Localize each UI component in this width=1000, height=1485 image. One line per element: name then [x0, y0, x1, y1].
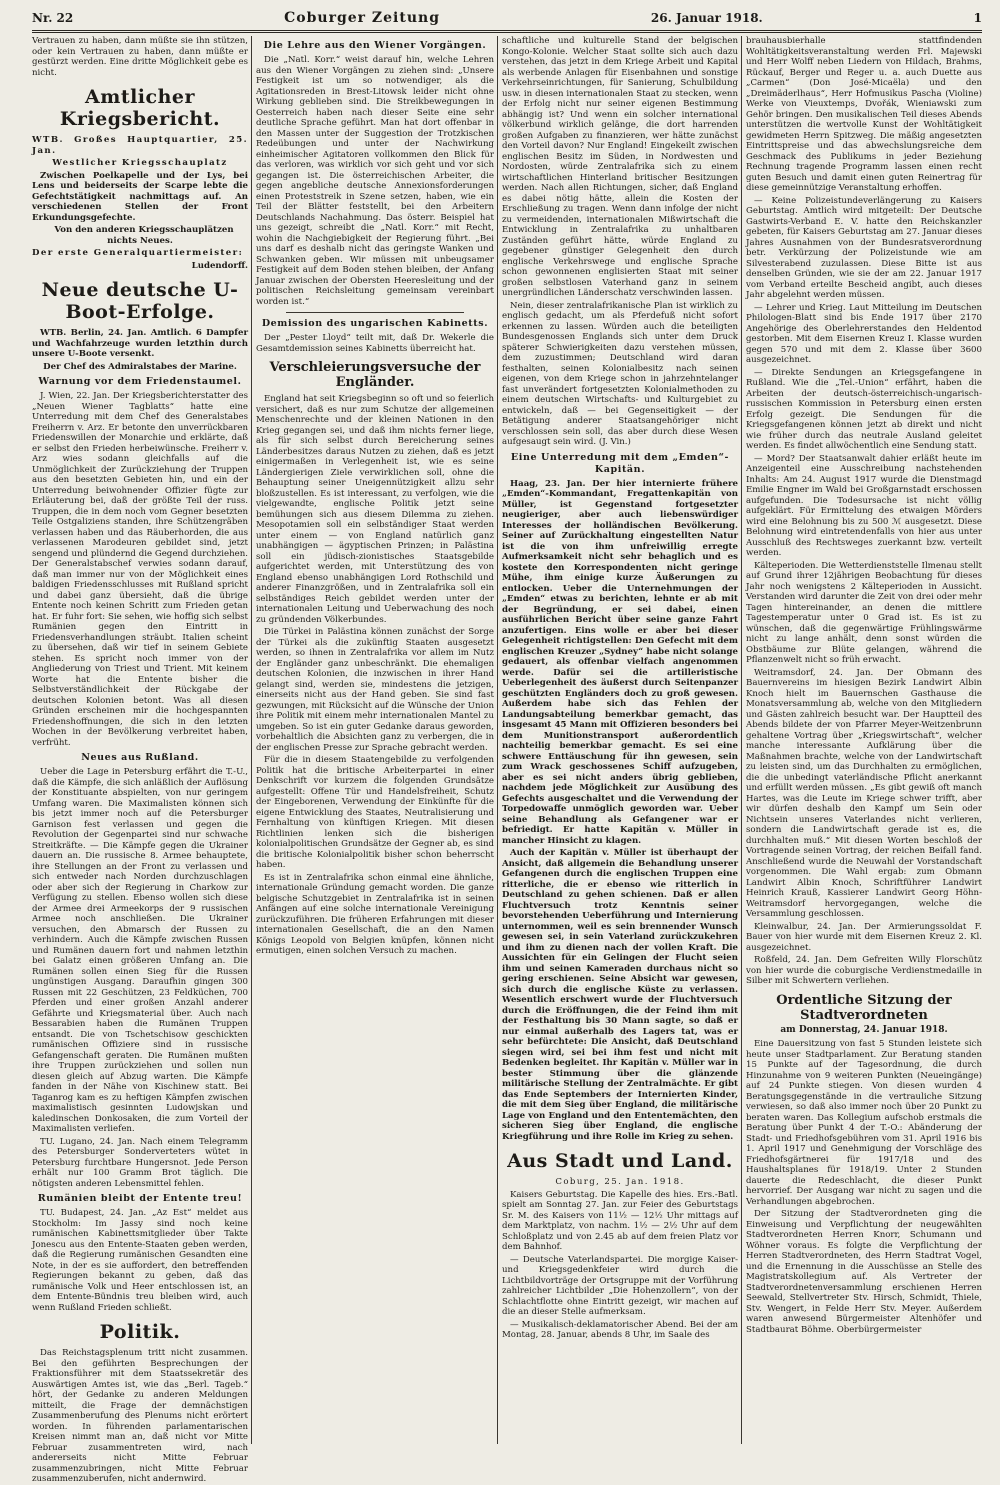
column-4 [746, 36, 982, 1444]
separator [286, 312, 464, 313]
stadt-headline: Aus Stadt und Land. [507, 1150, 733, 1172]
demission-text: Der „Pester Lloyd“ teilt mit, daß Dr. Wekerle die Gesamtdemission seines Kabinetts überreicht hat. [256, 333, 494, 354]
lehrer-text: — Lehrer und Krieg. Laut Mitteilung im Deutschen Philologen-Blatt sind bis Ende 1917 über 2170 Angehörige des Oberlehrerstandes den Heldentod gestorben. Mit dem Eisernen Kreuz I. Klasse wurden gegen 570 und mit dem 2. Klasse über 3600 ausgezeichnet. [746, 302, 982, 365]
column-rule [251, 36, 252, 1444]
kaelte-text: Kälteperioden. Die Wetterdienststelle Ilmenau stellt auf Grund ihrer 12jährigen Beobachtung für dieses Jahr noch wenigstens 2 Kälteperioden in Aussicht. Verstanden wird darunter die Zeit von drei oder mehr Tagen hintereinander, an denen die mittlere Tagestemperatur unter 0 Grad ist. Es ist zu wünschen, daß die gegenwärtige Frühlingswärme nicht zu lange anhält, denn sonst würden die Obstbäume zur Blüte gelangen, während die Pflanzenwelt nicht so früh erwacht. [746, 560, 982, 665]
column-3 [502, 36, 738, 1444]
demission-headline: Demission des ungarischen Kabinetts. [261, 318, 489, 329]
warnung-text: J. Wien, 22. Jan. Der Kriegsberichterstatter des „Neuen Wiener Tagblatts“ hatte eine Unterredung mit dem Chef des Generalstabes Freiherrn v. Arz. Er betonte den unverrückbaren Friedenswillen der Monarchie und erklärte, daß er selbst den Frieden herbeiwünsche. Freiherr v. Arz wies sodann gleichfalls auf die Unmöglichkeit der Zurückziehung der Truppen aus den besetzten Gebieten hin, und ein der Unterredung beiwohnender Offizier fügte zur Erläuterung bei, daß der größte Teil der russ. Truppen, die in dem noch vom Gegner besetzten Teile Ostgaliziens standen, ihre Schützengräben verlassen haben und das Räuberhorden, die aus verlassenen Marodeuren gebildet sind, jetzt sengend und plündernd die Gegend durchziehen. Der Generalstabschef verwies sodann darauf, daß man immer nur von der Möglichkeit eines baldigen Friedensschlusses mit Rußland spricht und dabei ganz übersieht, daß die übrige Entente noch keinen Schritt zum Frieden getan hat. Er fuhr fort: Sie sehen, wie hoffig sich selbst Rumänien gegen den Eintritt in Friedensverhandlungen sträubt. Italien scheint zu übersehen, daß wir tief in seinem Gebiete stehen. Es spricht noch immer von der Angliederung von Triest und Trient. Mit keinem Worte hat die Entente bisher die Selbstverständlichkeit der Rückgabe der deutschen Kolonien betont. Was all diesen Gründen erscheinen mir die hochgespannten Friedenshoffnungen, die sich in den letzten Wochen in der Bevölkerung verbreitet haben, verfrüht. [32, 391, 248, 748]
stadt-text-3: — Musikalisch-deklamatorischer Abend. Bei der am Montag, 28. Januar, abends 8 Uhr, im Saale des [502, 1319, 738, 1340]
kriegsbericht-theater: Westlicher Kriegsschauplatz [52, 158, 228, 168]
polizeistunde-text: — Keine Polizeistundeverlängerung zu Kaisers Geburtstag. Amtlich wird mitgeteilt: Der Deutsche Gastwirts-Verband E. V. hatte den Reichskanzler gebeten, für Kaisers Geburtstag am 27. Januar dieses Jahres Ausnahmen von der Bundesratsverordnung betr. Verkürzung der Polizeistunde wie am Silvesterabend zuzulassen. Diese Bitte ist aus denselben Gründen, wie sie der am 22. Januar 1917 vom Verband erteilte Bescheid angibt, auch dieses Jahr abgelehnt werden müssen. [746, 195, 982, 300]
kriegsbericht-signoff-role: Der erste Generalquartiermeister: [32, 248, 244, 258]
wien-text: Die „Natl. Korr.“ weist darauf hin, welche Lehren aus den Wiener Vorgängen zu ziehen sind: „Unsere Festigkeit ist um so notwendiger, als die Agitationsreden in Brest-Litowsk leider nicht ohne Wirkung geblieben sind. Die Streikbewegungen in Oesterreich haben nach dieser Seite eine sehr deutliche Sprache geführt. Man hat dort offenbar in den Massen unter der Suggestion der Trotzkischen Redeübungen und unter der Nachwirkung einheimischer Agitatoren vollkommen den Blick für das verloren, was wirklich vor sich geht und vor sich gegangen ist. Die österreichischen Arbeiter, die gegen angebliche deutsche Annexionsforderungen einen Proteststreik in Szene setzen, haben, wie ein Teil der Blätter feststellt, bei den Arbeitern Deutschlands Nachahmung. Das österr. Beispiel hat uns gezeigt, schreibt die „Natl. Korr.“ mit Recht, wohin die Nachgiebigkeit der Regierung führt. „Bei uns darf es deshalb nicht das geringste Wanken und Schwanken geben. Wir müssen mit unbeugsamer Festigkeit auf dem Boden stehen bleiben, der Anfang Januar zwischen der Obersten Heeresleitung und der politischen Reichsleitung gemeinsam vereinbart worden ist.“ [256, 55, 494, 307]
intro-text: Vertrauen zu haben, dann müßte sie ihn stützen, oder kein Vertrauen zu haben, dann müßte er gestürzt werden. Eine dritte Möglichkeit gebe es nicht. [32, 36, 248, 78]
stadtverordnete-text-2: Der Sitzung der Stadtverordneten ging die Einweisung und Verpflichtung der neugewählten Stadtverordneten Herren Knorr, Schumann und Wöhner voraus. Es folgte die Verpflichtung der Herren Stadtverordneten, des Herrn Stadtrat Vogel, und die Ernennung in die Ausschüsse an Stelle des Magistratskollegium auf. Als Vertreter der Stadtverordnetenversammlung erschienen Herren Seewald, Stellvertreter Stv. Hirsch, Schmidt, Thiele, Stv. Wengert, in Felde Herr Stv. Meyer. Außerdem waren anwesend Bürgermeister Altenhöfer und Stadtbaurat Böhme. Oberbürgermeister [746, 1209, 982, 1335]
stadtverordnete-subheadline: am Donnerstag, 24. Januar 1918. [780, 1024, 948, 1035]
uboot-headline: Neue deutsche U-Boot-Erfolge. [41, 279, 239, 323]
kongo-text-2: Nein, dieser zentralafrikanische Plan ist wirklich zu englisch gedacht, um als Pferdefuß nicht sofort erkennen zu lassen. Würden auch die beteiligten Bundesgenossen Englands sich unter dem Druck späterer Schwierigkeiten dazu verstehen müssen, dem zuzustimmen; Deutschland wird daran festhalten, seinen Kolonialbesitz nach seinen eigenen, von dem Kriege schon in jahrzehntelanger fast unverändert fortgesetzten Kolonialmethoden zu einem deutschen Wirtschafts- und Kulturgebiet zu entwickeln, daß — bei Gegenseitigkeit — der Betätigung anderer Staatsangehöriger nicht verschlossen sein soll, das aber durch diese Wesen aufgesaugt sein wird. (J. Vin.) [502, 300, 738, 447]
rumaenien-text: TU. Budapest, 24. Jan. „Az Est“ meldet aus Stockholm: Im Jassy sind noch keine rumänischen Kabinettsmitglieder über Takte Jonescu aus den Entente-Staaten geben werden, daß die Regierung rumänischen Gesandten eine Note, in der es sie auffordert, den betreffenden Regierungen bekannt zu geben, daß das rumänische Volk und Heer entschlossen ist, an dem Entente-Bündnis treu bleiben wird, auch wenn Rußland Frieden schließt. [32, 1208, 248, 1313]
stadt-dateline: Coburg, 25. Jan. 1918. [555, 1177, 685, 1187]
stadt-text-2: — Deutsche Vaterlandspartei. Die morgige Kaiser- und Kriegsgedenkfeier wird durch die Lichtbildvorträge der Ortsgruppe mit der Vorführung zahlreicher Lichtbilder „Die Hohenzollern“, von der Schlachtflotte ohne Eintritt gezeigt, wir machen auf die an dieser Stelle aufmerksam. [502, 1254, 738, 1317]
masthead [32, 6, 982, 33]
verschleierung-text-4: Es ist in Zentralafrika schon einmal eine ähnliche, internationale Gründung gemacht worden. Die ganze belgische Schutzgebiet in Zentralafrika ist in seinen Anfängen auf eine solche internationale Vereinigung zurückzuführen. Die früheren Erfahrungen mit dieser internationalen Gesellschaft, die an den Namen Königs Leopold von Belgien knüpfen, können nicht ermutigen, einen solchen Versuch zu machen. [256, 872, 494, 956]
column-1 [32, 36, 248, 1484]
sendungen-text: — Direkte Sendungen an Kriegsgefangene in Rußland. Wie die „Tel.-Union“ erfährt, haben die Arbeiten der deutsch-österreichisch-ungarisch-russischen Kommission in Petersburg einen ersten Erfolg gezeigt. Die Sendungen für die Kriegsgefangenen können jetzt ab direkt und nicht wie früher durch das neutrale Ausland geleitet werden. Es findet allwöchentlich eine Sendung statt. [746, 367, 982, 451]
emden-text-2: Auch der Kapitän v. Müller ist überhaupt der Ansicht, daß allgemein die Behandlung unserer Gefangenen durch die englischen Truppen eine ritterliche, die er ebenso wie ritterlich in Deutschland zu gehen schienen. Daß er allen Fluchtversuch trotz Kenntnis seiner bevorstehenden Ueberführung und Internierung unternommen, weil es sein brennender Wunsch gewesen sei, in sein Vaterland zurückzukehren und ihm zu dienen nach der vollen Kraft. Die Aussichten für ein Gelingen der Flucht seien ihm und seinen Kameraden durchaus nicht so gering erschienen. Seine Absicht war gewesen, sich durch die englische Küste zu verlassen. Wesentlich erschwert wurde der Fluchtversuch durch die Eröffnungen, die der Feind ihm mit der Festhaltung bis 30 Mann sagte, so daß er nur einmal außerhalb des Lagers tat, was er sehr befürchtete: Die Ansicht, daß Deutschland siegen wird, sei bei ihm fest und nicht mit Bedenken begleitet. Ihr Kapitän v. Müller war in bester Stimmung über die glänzende militärische Stellung der Zentralmächte. Er gibt das Ende Septembers der Internierten Kinder, die mit dem Sieg über England, die militärische Lage von England und den Ententemächten, den sicheren Sieg über England, die englische Kriegführung und ihre Rolle im Krieg zu sehen. [502, 848, 738, 1142]
wien-headline: Die Lehre aus den Wiener Vorgängen. [263, 40, 487, 51]
wohltaetigkeit-text: brauhausbierhalle stattfindenden Wohltätigkeitsveranstaltung werden Frl. Majewski und Herr Wolff neben Liedern von Hildach, Brahms, Rückauf, Berger und Reger u. a. auch Duette aus „Carmen“ (Don José-Micaëla) und den „Dreimäderlhaus“, Herr Hofmusikus Pascha (Violine) Werke von Vieuxtemps, Dvořák, Wieniawski zum Gehör bringen. Den musikalischen Teil dieses Abends unterstützen die wertvolle Kunst der Wohltätigkeit gewidmeten Herrn Spitzweg. Die mäßig angesetzten Eintrittspreise und das abwechslungsreiche dem Geschmack des Publikums in jeder Beziehung Rechnung tragende Programm lassen einen recht guten Besuch und damit einen guten Reinertrag für diese gemeinnützige Veranstaltung erhoffen. [746, 36, 982, 193]
warnung-headline: Warnung vor dem Friedenstaumel. [38, 376, 242, 387]
emden-text-1: Haag, 23. Jan. Der hier internierte frühere „Emden“-Kommandant, Fregattenkapitän von Müller, ist Gegenstand fortgesetzter neugieriger, aber auch liebenswürdiger Interesses der holländischen Bevölkerung. Seiner auf Zurückhaltung eingestellten Natur ist die von ihm unfreiwillig erregte Aufmerksamkeit nicht sehr behaglich und es kostete den Korrespondenten nicht geringe Mühe, ihm einige kurze Äußerungen zu entlocken. Ueber die Unternehmungen der „Emden“ etwas zu berichten, lehnte er ab mit der Begründung, er sei dabei, einen ausführlichen Bericht über seine ganze Fahrt anzufertigen. Eins wolle er aber bei dieser Gelegenheit richtigstellen: Den Gefecht mit dem englischen Kreuzer „Sydney“ habe nicht solange gedauert, als offenbar vielfach angenommen werde. Dafür sei die artilleristische Ueberlegenheit des äußerst durch Seitenpanzer geschützten Engländers doch zu groß gewesen. Außerdem habe sich das Fehlen der Landungsabteilung bemerkbar gemacht, das insgesamt 45 Mann mit Offizieren besonders bei dem Munitionstransport außerordentlich nachteilig bemerkbar gemacht. Es sei eine schwere Enttäuschung für ihn gewesen, sein zum Wrack geschossenes Schiff aufzugeben, aber es sei nicht anders übrig geblieben, nachdem jede Möglichkeit zur Ausübung des Gefechts ausgeschaltet und die Verwendung der Torpedowaffe unmöglich geworden war. Ueber seine Behandlung als Gefangener war er befriedigt. Er hatte Kapitän v. Müller in mancher Hinsicht zu klagen. [502, 478, 738, 846]
uboot-body: WTB. Berlin, 24. Jan. Amtlich. 6 Dampfer und Wachfahrzeuge wurden letzthin durch unsere U-Boote versenkt. [32, 328, 248, 359]
weitramsdorf-text: Weitramsdorf, 24. Jan. Der Obmann des Bauernvereins im hiesigen Bezirk Landwirt Albin Knoch hielt im Bauernschen Gasthause die Monatsversammlung ab, welche von den Mitgliedern und Gästen zahlreich besucht war. Der Hauptteil des Abends bildete der von Pfarrer Meyer-Weitzenbrunn gehaltene Vortrag über „Kriegswirtschaft“, welcher manche interessante Aufklärung über die Maßnahmen brachte, welche von der Landwirtschaft zu leisten sind, um das Durchhalten zu ermöglichen, die die unbedingt vaterländische Pflicht anerkannt und erfüllt werden müssen. „Es gibt gewiß oft manch Hartes, was die Leute im Kriege schwer trifft, aber wir dürfen deshalb den Kampf um Sein oder Nichtsein unseres Vaterlandes nicht verlieren, sondern die Landwirtschaft gerade ist es, die durchhalten muß.“ Mit diesen Worten beschloß der Vortragende seinen Vortrag, der reichen Beifall fand. Anschließend wurde die Neuwahl der Vorstandschaft vorgenommen. Die Wahl ergab: zum Obmann Landwirt Albin Knoch, Schriftführer Landwirt Heinrich Krauß, Kassierer Landwirt Georg Höhn-Weitramsdorf hervorgegangen, welche die Versammlung geschlossen. [746, 667, 982, 919]
kriegsbericht-signoff-name: Ludendorff. [191, 260, 248, 271]
kleinwalbur-text: Kleinwalbur, 24. Jan. Der Armierungssoldat F. Bauer von hier wurde mit dem Eisernen Kreuz 2. Kl. ausgezeichnet. [746, 921, 982, 953]
issue-number: Nr. 22 [32, 11, 74, 25]
emden-headline: Eine Unterredung mit dem „Emden“-Kapitän. [510, 451, 730, 475]
rumaenien-headline: Rumänien bleibt der Entente treu! [37, 1193, 243, 1204]
column-2 [256, 36, 494, 1444]
politik-headline: Politik. [99, 1321, 181, 1343]
kriegsbericht-other: Von den anderen Kriegsschauplätzen nichts Neues. [54, 225, 234, 246]
rossfeld-text: Roßfeld, 24. Jan. Dem Gefreiten Willy Florschütz von hier wurde die coburgische Verdienstmedaille in Silber mit Schwertern verliehen. [746, 955, 982, 986]
kriegsbericht-headline: Amtlicher Kriegsbericht. [59, 86, 221, 130]
verschleierung-text-1: England hat seit Kriegsbeginn so oft und so feierlich versichert, daß es nur zum Schutze der allgemeinen Menschenrechte und der kleinen Nationen in den Krieg gegangen sei, und daß ihm nichts ferner liege, als für sich selbst durch Bereicherung seines Länderbesitzes daraus Nutzen zu ziehen, daß es jetzt einigermaßen in Verlegenheit ist, wie es seine Ländergierigen Ziele verwirklichen soll, ohne die Behauptung seiner Uneigennützigkeit allzu sehr bloßzustellen. Es ist interessant, zu verfolgen, wie die vielgewandte, englische Politik jetzt seine bemühungen sich aus diesem Dilemma zu ziehen. Mesopotamien soll ein selbständiger Staat werden unter einem — von England natürlich ganz unabhängigen — ägyptischen Prinzen; in Palästina soll ein jüdisch-zionistisches Staatsgebilde aufgerichtet werden, mit Unterstützung des von England ebenso unabhängigen Lord Rothschild und anderer Finanzgrößen, und in Zentralafrika soll ein selbständiges Reich gebildet werden unter der internationalen Leitung und Ueberwachung des noch zu gründenden Völkerbundes. [256, 394, 494, 625]
stadtverordnete-text-1: Eine Dauersitzung von fast 5 Stunden leistete sich heute unser Stadtparlament. Zur Beratung standen 15 Punkte auf der Tagesordnung, die durch Hinzunahme von 9 weiteren Punkten (Neueingänge) auf 24 Punkte stiegen. Von diesen wurden 4 Beratungsgegenstände in die vertrauliche Sitzung verwiesen, so daß also immer noch über 20 Punkt zu beraten waren. Das Kollegium aufschob erstmals die Beratung über Punkt 4 der T.-O.: Abänderung der Stadt- und Friedhofsgebühren vom 31. April 1916 bis 1. April 1917 und Genehmigung der Vorschläge des Friedhofsgärtnerei für 1917/18 und des Haushaltsplanes für 1918/19. Unter 2 Stunden dauerte die Redeschlacht, die dieser Punkt hervorrief. Der Ausgang war nicht zu sagen und die Verhandlungen abgebrochen. [746, 1039, 982, 1207]
russland-text-2: TU. Lugano, 24. Jan. Nach einem Telegramm des Petersburger Sonderverteters wütet in Petersburg furchtbare Hungersnot. Jede Person erhält nur 100 Gramm Brot täglich. Die nötigsten anderen Lebensmittel fehlen. [32, 1136, 248, 1189]
stadt-text-1: Kaisers Geburtstag. Die Kapelle des hies. Ers.-Batl. spielt am Sonntag 27. Jan. zur Feier des Geburtstags Sr. M. des Kaisers von 11½ — 12½ Uhr mittags auf dem Marktplatz, von nachm. 1½ — 2½ Uhr auf dem Schloßplatz und von 2.45 ab auf dem freien Platz vor dem Bahnhof. [502, 1189, 738, 1252]
verschleierung-text-2: Die Türkei in Palästina können zunächst der Sorge der Türkei als die zukünftig Staaten ausgesetzt werden, so ihnen in Zentralafrika vor allem im Nutz der Engländer ganz unbeschränkt. Die ehemaligen deutschen Kolonien, die inzwischen in ihrer Hand gelangt sind, werden sie, mindestens die jetzigen, einerseits nicht aus der Hand geben. Sie sind fast gezwungen, mit Rücksicht auf die Wünsche der Union ihre Politik mit einem mehr internationalen Mantel zu umgeben. So ist ein guter Gedanke daraus geworden, vorbehaltlich die Absichten ganz zu verbergen, die in der englischen Presse zur Sprache gebracht werden. [256, 627, 494, 753]
kriegsbericht-body: Zwischen Poelkapelle und der Lys, bei Lens und beiderseits der Scarpe lebte die Gefechtstätigkeit nachmittags auf. An verschiedenen Stellen der Front Erkundungsgefechte. [32, 170, 248, 223]
stadtverordnete-headline: Ordentliche Sitzung der Stadtverordneten [776, 992, 952, 1023]
kriegsbericht-dateline: WTB. Großes Hauptquartier, 25. Jan. [32, 135, 248, 156]
kongo-text-1: schaftliche und kulturelle Stand der belgischen Kongo-Kolonie. Welcher Staat sollte sich auch dazu verstehen, das jetzt in dem Kriege Arbeit und Kapital als werbende Anlagen für Eisenbahnen und sonstige Verkehrseinrichtungen, für Sanierung, Schulbildung usw. in diesen internationalen Staat zu stecken, wenn der Erfolg nicht nur seiner eigenen Bestimmung abhängig ist? Und wenn ein solcher international völkerbund wirklich gelänge, die dort harrenden großen Aufgaben zu finanzieren, wer hätte zunächst den Vorteil davon? Nur England! Eingekeilt zwischen englischen Besitz im Süden, in Nordwesten und Nordosten, würde Zentralafrika sich zu einem wirtschaftlichen Hinterland britischer Besitzungen werden. Nach allen Richtungen, sicher, daß England es dabei nötig hätte, allein die Kosten der Erschließung zu tragen. Wenn dann infolge der nicht zu vermeidenden, internationalen Mißwirtschaft die Entwicklung in Zentralafrika zu unhaltbaren Zuständen geführt hätte, würde England zu gegebener günstiger Gelegenheit den durch englische Verkehrswege und englische Sprache schon gewonnenen englisierten Staat mit seiner großen selbstlosen Vaterhand ganz in seinem unergründlichen Länderschatz verschwinden lassen. [502, 36, 738, 298]
uboot-signoff: Der Chef des Admiralstabes der Marine. [43, 361, 237, 372]
mord-text: — Mord? Der Staatsanwalt dahier erläßt heute im Anzeigenteil eine Ausschreibung nachstehenden Inhalts: Am 24. August 1917 wurde die Dienstmagd Emilie Engner im Wald bei Großgarnstadt erschossen aufgefunden. Die Todesursache ist nicht völlig aufgeklärt. Für Ermittelung des etwaigen Mörders wird eine Belohnung bis zu 500 ℳ ausgesetzt. Diese Belohnung wird eintretendenfalls von hier aus unter Ausschluß des Rechtsweges zuerkannt bzw. verteilt werden. [746, 453, 982, 558]
newspaper-title: Coburger Zeitung [284, 10, 440, 26]
page-number: 1 [973, 11, 982, 25]
column-rule [497, 36, 498, 1444]
verschleierung-headline: Verschleierungsversuche der Engländer. [269, 360, 481, 390]
verschleierung-text-3: Für die in diesem Staatengebilde zu verfolgenden Politik hat die britische Arbeiterpartei in einer Denkschrift vor kurzem die folgenden Grundsätze aufgestellt: Offene Tür und Handelsfreiheit, Schutz der Eingeborenen, Verwendung der Einkünfte für die eigene Entwicklung des Staates, Neutralisierung und Fernhaltung von künftigen Kriegen. Mit diesen Richtlinien lenken sich die bisherigen kolonialpolitischen Grundsätze der Gegner ab, es sind die britische Kolonialpolitik bisher schon beherrscht haben. [256, 755, 494, 870]
russland-text: Ueber die Lage in Petersburg erfährt die T.-U., daß die Kämpfe, die sich anläßlich der Auflösung der Konstituante abspielten, von nur geringem Umfang waren. Die Maximalisten können sich bis jetzt immer noch auf die Petersburger Garnison fest verlassen und gegen die Revolution der Gegenpartei sind nur schwache Streitkräfte. — Die Kämpfe gegen die Ukrainer dauern an. Die russische 8. Armee behauptete, ihre Stellungen an der Front zu verlassen und sich entweder nach Norden durchzuschlagen oder aber sich der Regierung in Charkow zur Verfügung zu stellen. Ebenso wollen sich diese der Armee drei Armeekorps der 9 russischen Armee noch anschließen. Die Ukrainer versuchen, den Abmarsch der Russen zu verhindern. Auch die Kämpfe zwischen Russen und Rumänen dauern fort und nahmen letzthin bei Galatz einen größeren Umfang an. Die Rumänen sollen einen Sieg für die Russen ungünstigen Ausgang. Daraufhin gingen 300 Russen mit 22 Geschützen, 23 Feldküchen, 700 Pferden und einer großen Anzahl anderer Gefährte und Kriegsmaterial über. Auch nach Bessarabien haben die Rumänen Truppen entsandt. Die von Tschetschisow geschickten rumänischen Offiziere sind in russische Gefangenschaft geraten. Die Rumänen mußten ihre Truppen zurückziehen und sollen nun diesen gleich auf Abzug warten. Die Kämpfe fanden in der Nähe von Kischinew statt. Bei Taganrog kam es zu heftigen Kämpfen zwischen maximalistisch gesinnten Ludowjskan und kaledinschen Donkosaken, die zum Vorteil der Maximalisten verliefen. [32, 767, 248, 1134]
column-rule [741, 36, 742, 1444]
politik-text: Das Reichstagsplenum tritt nicht zusammen. Bei den geführten Besprechungen der Fraktionsführer mit dem Staatssekretär des Auswärtigen Amtes ist, wie das „Berl. Tageb.“ hört, der Gedanke zu anderen Meldungen mitteilt, die Frage der demnächstigen Zusammenberufung des Plenums nicht erörtert worden. In führenden parlamentarischen Kreisen nimmt man an, daß nicht vor Mitte Februar zusammentreten wird, nach andererseits nicht Mitte Februar zusammenzubringen, nicht Mitte Februar zusammenzuberufen, nicht andernwird. [32, 1348, 248, 1484]
issue-date: 26. Januar 1918. [650, 11, 763, 25]
russland-headline: Neues aus Rußland. [81, 752, 199, 763]
